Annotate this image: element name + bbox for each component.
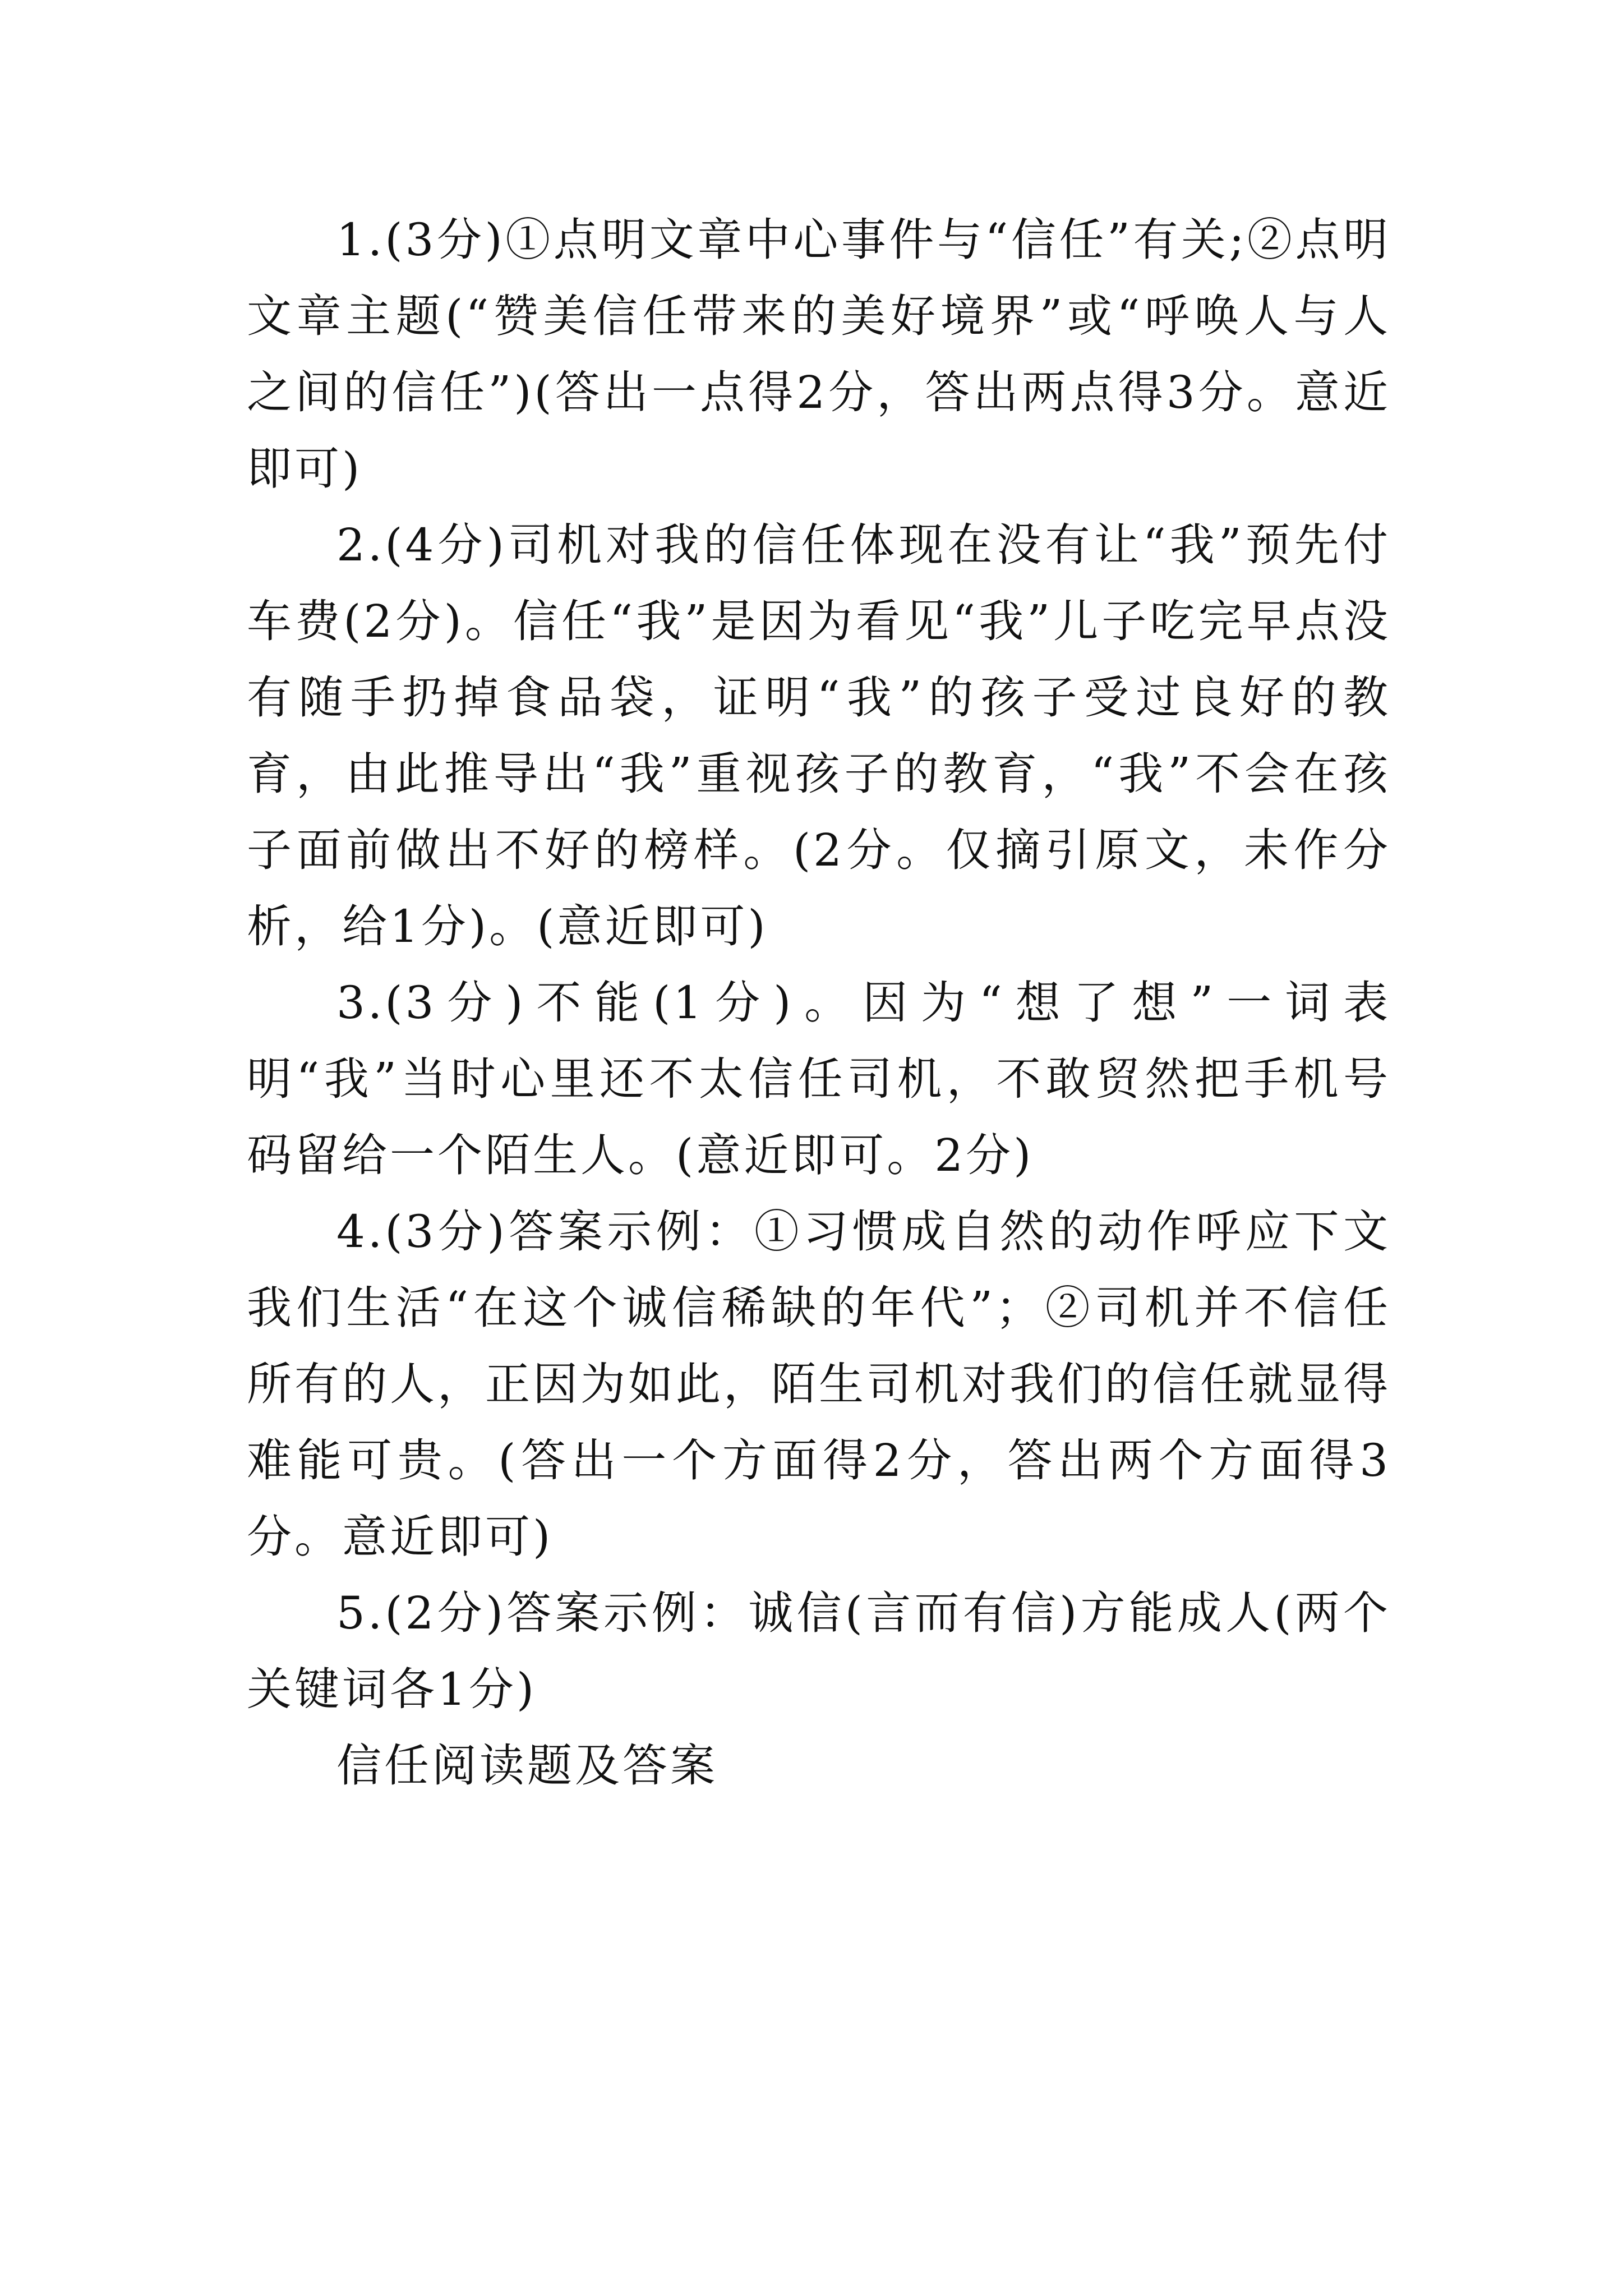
answer-3: 3.(3分)不能(1分)。因为“想了想”一词表明“我”当时心里还不太信任司机，不敢贸然把手机号码留给一个陌生人。(意近即可。2分) bbox=[247, 977, 1391, 1181]
answer-4: 4.(3分)答案示例：①习惯成自然的动作呼应下文我们生活“在这个诚信稀缺的年代”；②司机并不信任所有的人，正因为如此，陌生司机对我们的信任就显得难能可贵。(答出一个方面得2分，答出两个方面得3分。意近即可) bbox=[247, 1205, 1391, 1563]
answer-content bbox=[247, 202, 1391, 1804]
answer-1: 1.(3分)①点明文章中心事件与“信任”有关;②点明文章主题(“赞美信任带来的美好境界”或“呼唤人与人之间的信任”)(答出一点得2分，答出两点得3分。意近即可) bbox=[247, 214, 1391, 495]
answer-2: 2.(4分)司机对我的信任体现在没有让“我”预先付车费(2分)。信任“我”是因为看见“我”儿子吃完早点没有随手扔掉食品袋，证明“我”的孩子受过良好的教育，由此推导出“我”重视孩子的教育，“我”不会在孩子面前做出不好的榜样。(2分。仅摘引原文，未作分析，给1分)。(意近即可) bbox=[247, 519, 1391, 953]
answer-5: 5.(2分)答案示例：诚信(言而有信)方能成人(两个关键词各1分) bbox=[247, 1587, 1391, 1715]
document-title: 信任阅读题及答案 bbox=[336, 1740, 718, 1792]
